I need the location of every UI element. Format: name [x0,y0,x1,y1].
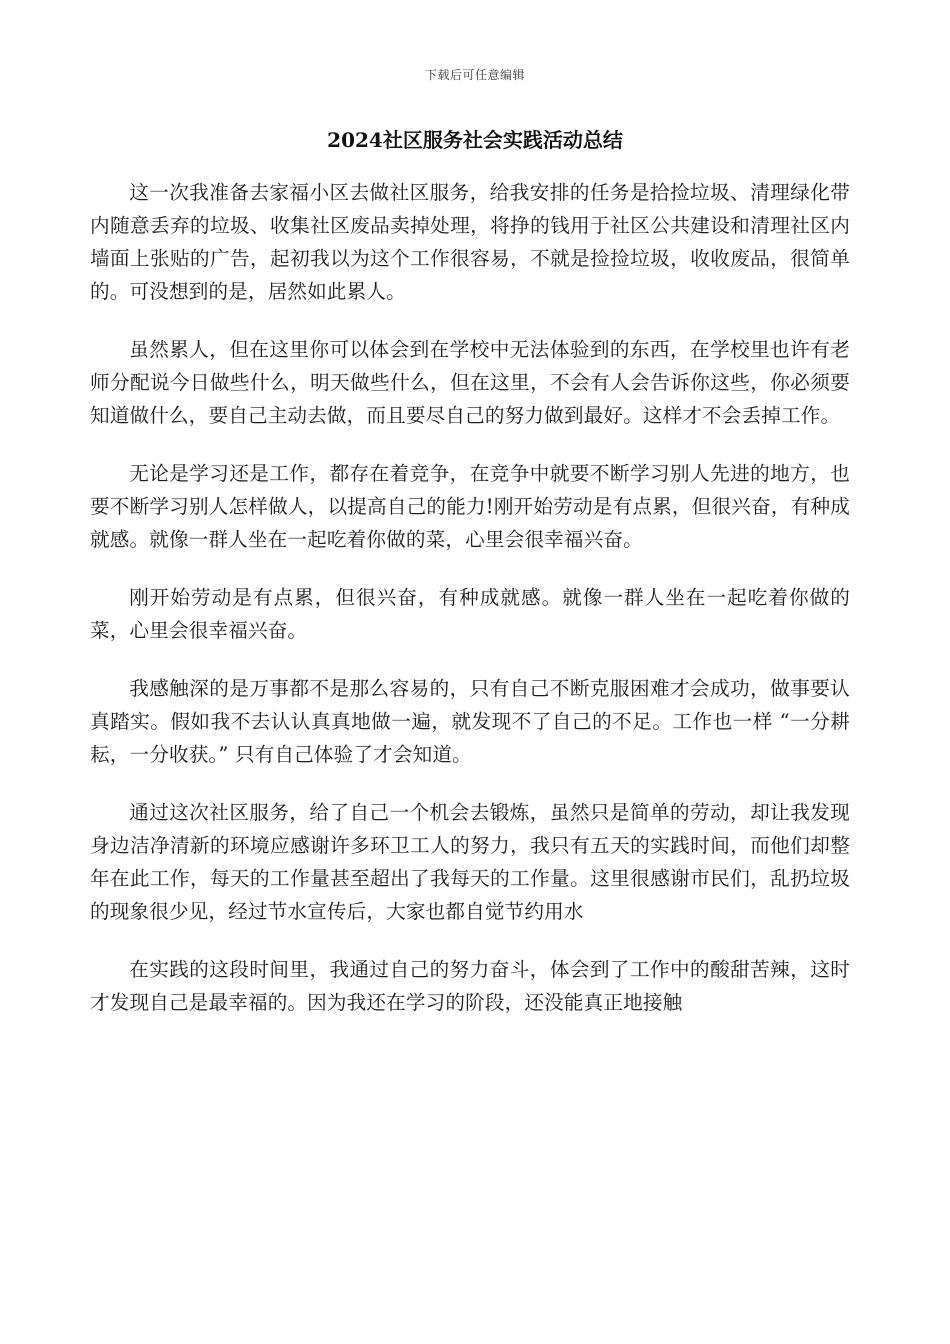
paragraph: 在实践的这段时间里，我通过自己的努力奋斗，体会到了工作中的酸甜苦辣，这时才发现自己是最幸福的。因为我还在学习的阶段，还没能真正地接触 [90,958,850,1014]
paragraph: 这一次我准备去家福小区去做社区服务，给我安排的任务是拾捡垃圾、清理绿化带内随意丢弃的垃圾、收集社区废品卖掉处理，将挣的钱用于社区公共建设和清理社区内墙面上张贴的广告，起初我以为这个工作很容易，不就是捡捡垃圾，收收废品，很简单的。可没想到的是，居然如此累人。 [90,181,850,303]
paragraph: 我感触深的是万事都不是那么容易的，只有自己不断克服困难才会成功，做事要认真踏实。假如我不去认认真真地做一遍，就发现不了自己的不足。工作也一样 “一分耕耘，一分收获。” 只有自己体验了才会知道。 [90,677,850,766]
paragraph: 刚开始劳动是有点累，但很兴奋，有种成就感。就像一群人坐在一起吃着你做的菜，心里会很幸福兴奋。 [90,586,850,642]
paragraph: 虽然累人，但在这里你可以体会到在学校中无法体验到的东西，在学校里也许有老师分配说今日做些什么，明天做些什么，但在这里，不会有人会告诉你这些，你必须要知道做什么，要自己主动去做，而且要尽自己的努力做到最好。这样才不会丢掉工作。 [90,338,850,427]
paragraph: 通过这次社区服务，给了自己一个机会去锻炼，虽然只是简单的劳动，却让我发现身边洁净清新的环境应感谢许多环卫工人的努力，我只有五天的实践时间，而他们却整年在此工作，每天的工作量甚至超出了我每天的工作量。这里很感谢市民们，乱扔垃圾的现象很少见，经过节水宣传后，大家也都自觉节约用水 [90,801,850,923]
document-body [90,176,850,1044]
header-note: 下载后可任意编辑 [424,68,525,82]
document-title: 2024社区服务社会实践活动总结 [327,128,623,152]
paragraph: 无论是学习还是工作，都存在着竞争，在竞争中就要不断学习别人先进的地方，也要不断学习别人怎样做人，以提高自己的能力!刚开始劳动是有点累，但很兴奋，有种成就感。就像一群人坐在一起吃着你做的菜，心里会很幸福兴奋。 [90,462,850,551]
